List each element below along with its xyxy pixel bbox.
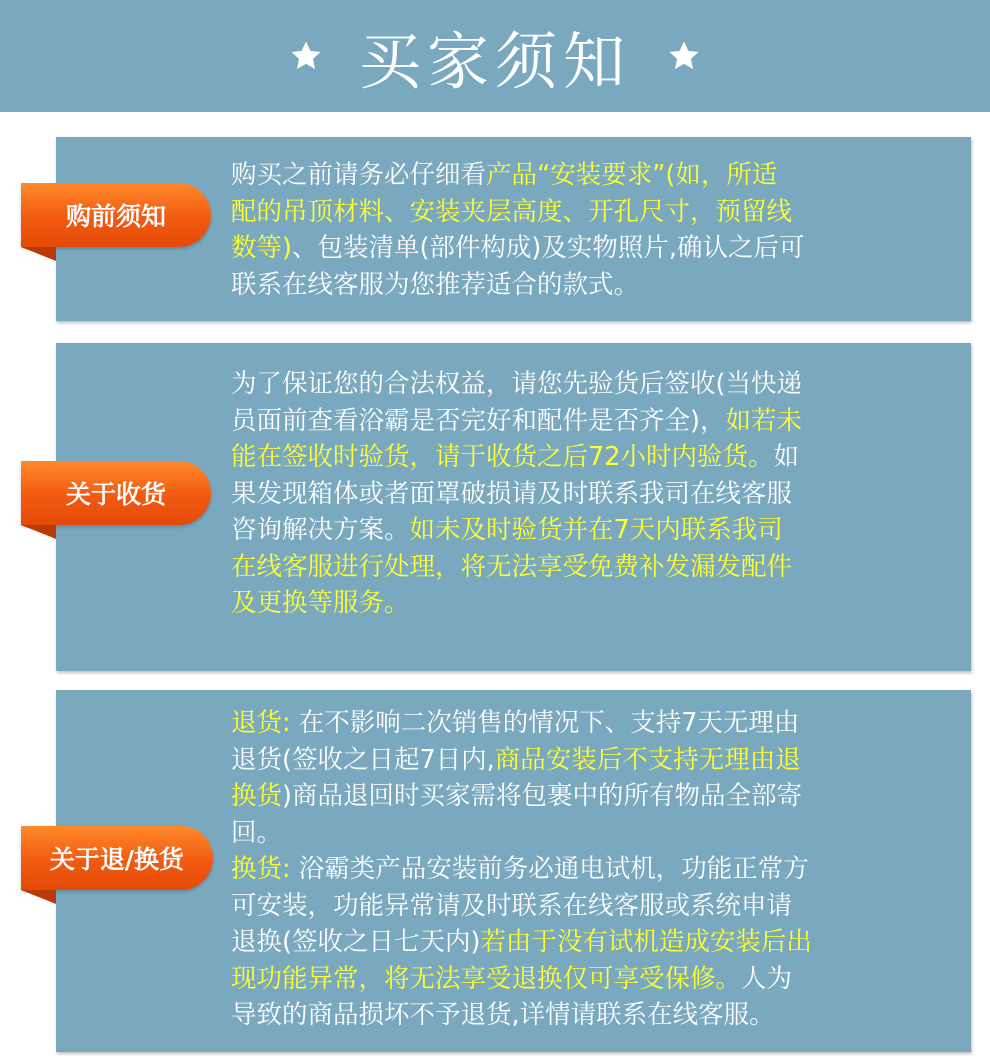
text-line (231, 267, 961, 304)
highlight-text: 换货: (231, 854, 299, 884)
text-line (231, 742, 961, 779)
body-text: 导致的商品损坏不予退货,详情请联系在线客服。 (231, 1000, 775, 1030)
section-text (231, 705, 961, 1034)
text-line (231, 705, 961, 742)
body-text: )商品退回时买家需将包裹中的所有物品全部寄 (282, 781, 802, 811)
highlight-text: 配的吊顶材料、安装夹层高度、开孔尺寸，预留线 (231, 196, 793, 227)
text-line (231, 439, 961, 476)
highlight-text: 产品“安装要求”(如，所适 (486, 160, 778, 190)
tag-fold (21, 890, 56, 904)
body-text: 在不影响二次销售的情况下、支持7天无理由 (298, 708, 800, 738)
body-text: 咨询解决方案。 (231, 515, 410, 545)
highlight-text: 如若未 (725, 405, 802, 436)
body-text: 退货(签收之日起7日内, (231, 744, 495, 775)
text-line (231, 815, 961, 852)
page-title: 买家须知 (358, 24, 631, 98)
text-line (231, 549, 961, 586)
body-text: 如 (773, 442, 799, 472)
text-line (231, 230, 961, 267)
star-icon (667, 39, 701, 73)
body-text: 人为 (741, 963, 793, 994)
body-text: 退换(签收之日七天内) (231, 927, 481, 957)
star-icon (289, 39, 323, 73)
text-line (231, 194, 961, 231)
text-line (231, 512, 961, 549)
tag-fold (21, 247, 56, 261)
highlight-text: 如未及时验货并在7天内联系我司 (409, 515, 783, 545)
text-line (231, 997, 961, 1034)
text-line (231, 585, 961, 622)
text-line (231, 851, 961, 888)
highlight-text: 商品安装后不支持无理由退 (494, 744, 801, 775)
body-text: 联系在线客服为您推荐适合的款式。 (231, 269, 640, 300)
text-line (231, 403, 961, 440)
body-text: 为了保证您的合法权益，请您先验货后签收(当快递 (231, 369, 802, 399)
tag-fold (21, 525, 56, 539)
highlight-text: 若由于没有试机造成安装后出 (480, 927, 812, 957)
text-line (231, 366, 961, 403)
body-text: 购买之前请务必仔细看 (231, 160, 487, 190)
section-tag-pre-purchase: 购前须知 (21, 183, 211, 247)
body-text: 果发现箱体或者面罩破损请及时联系我司在线客服 (231, 478, 793, 509)
section-tag-receiving: 关于收货 (21, 461, 211, 525)
text-line (231, 476, 961, 513)
section-text (231, 366, 961, 622)
highlight-text: 退货: (231, 708, 299, 738)
text-line (231, 924, 961, 961)
body-text: 浴霸类产品安装前务必通电试机，功能正常方 (298, 854, 809, 884)
highlight-text: 数等) (231, 233, 292, 263)
highlight-text: 现功能异常，将无法享受退换仅可享受保修。 (231, 963, 742, 994)
body-text: 、包装清单(部件构成)及实物照片,确认之后可 (291, 233, 805, 263)
highlight-text: 换货 (231, 781, 283, 811)
text-line (231, 961, 961, 998)
highlight-text: 能在签收时验货，请于收货之后72小时内验货。 (231, 442, 774, 472)
text-line (231, 157, 961, 194)
section-tag-returns: 关于退/换货 (21, 826, 213, 890)
body-text: 回。 (231, 817, 283, 848)
body-text: 可安装，功能异常请及时联系在线客服或系统申请 (231, 890, 793, 921)
body-text: 员面前查看浴霸是否完好和配件是否齐全)， (231, 405, 726, 436)
highlight-text: 在线客服进行处理，将无法享受免费补发漏发配件 (231, 551, 793, 582)
highlight-text: 及更换等服务。 (231, 588, 410, 618)
section-text (231, 157, 961, 303)
text-line (231, 778, 961, 815)
header-banner (0, 0, 990, 112)
text-line (231, 888, 961, 925)
